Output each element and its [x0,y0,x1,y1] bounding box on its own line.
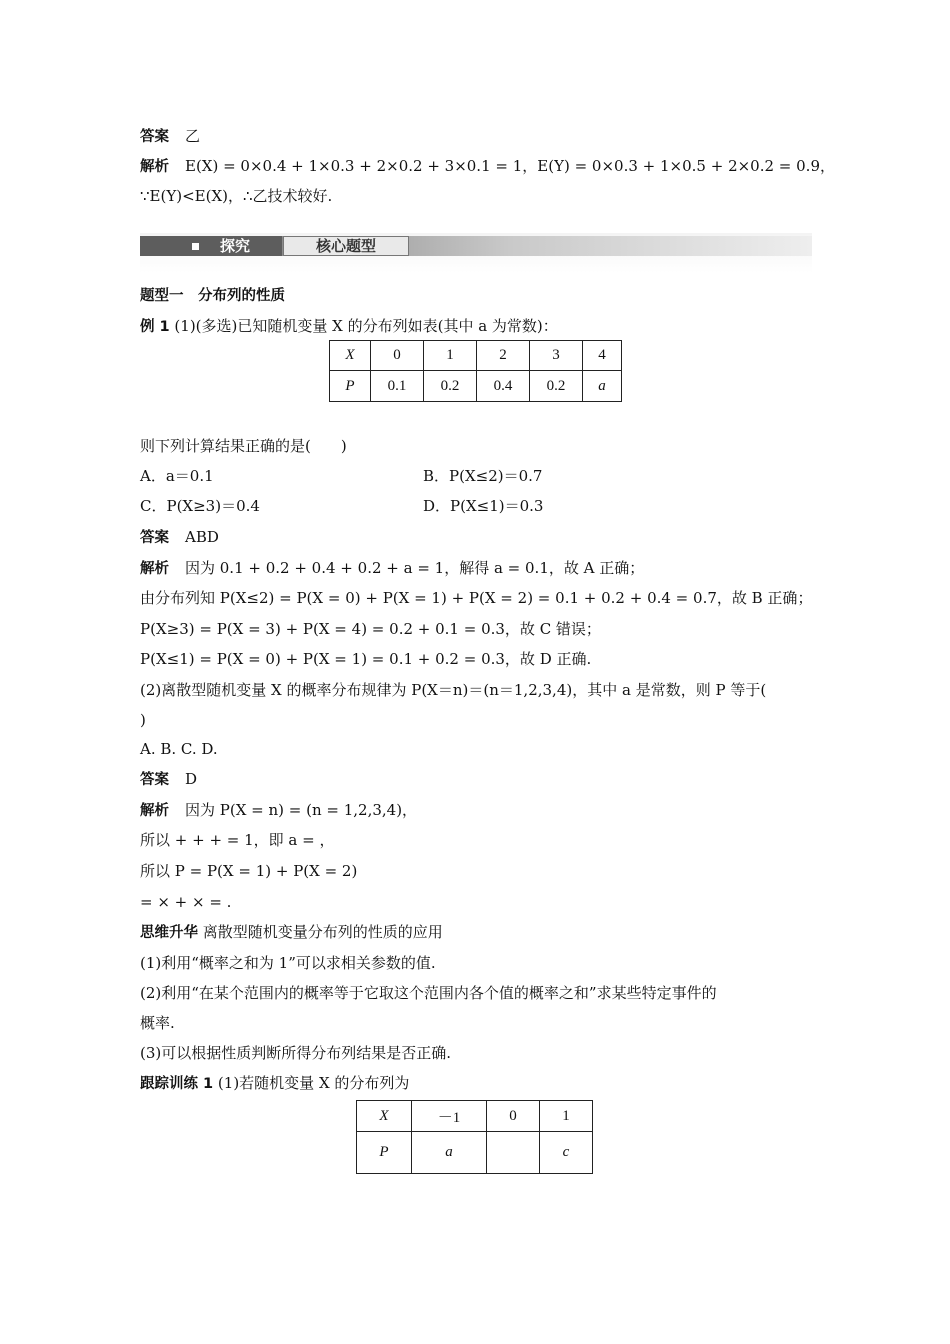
table-cell: 0.2 [530,371,583,402]
section-banner [140,233,812,273]
example1-analysis-line [140,558,812,579]
table-cell: P [330,371,371,402]
analysis-text: E(X) = 0×0.4 + 1×0.3 + 2×0.2 + 3×0.1 = 1，E(Y) = 0×0.3 + 1×0.5 + 2×0.2 = 0.9， [185,157,835,175]
summary-point-2-cont: 概率. [140,1014,175,1032]
example1-answer-line [140,527,812,548]
banner-tag-explore-text: 探究 [220,237,251,255]
table-cell: 2 [477,341,530,371]
analysis-text: 因为 0.1 + 0.2 + 0.4 + 0.2 + a = 1，解得 a = 0.1，故 A 正确； [185,559,645,577]
summary-point-2: (2)利用“在某个范围内的概率等于它取这个范围内各个值的概率之和”求某些特定事件的 [140,984,717,1002]
practice-statement [140,1073,812,1094]
example1-label: 例 1 [140,319,170,335]
table-cell: P [357,1132,412,1174]
table-cell: 1 [540,1101,593,1132]
example1-solution-2: 由分布列知 P(X≤2) = P(X = 0) + P(X = 1) + P(X = 2) = 0.1 + 0.2 + 0.4 = 0.7，故 B 正确； [140,589,813,607]
table-cell: X [330,341,371,371]
table-cell: 1 [424,341,477,371]
table-cell: 0.4 [477,371,530,402]
banner-tag-core: 核心题型 [283,236,409,256]
option-a: A．a＝0.1 [140,467,214,485]
option-d: D．P(X≤1)＝0.3 [423,497,544,515]
table-row [330,371,622,402]
answer-value: ABD [185,528,219,546]
table-row [357,1132,593,1174]
table-cell: 0 [487,1101,540,1132]
example1-solution-4: P(X≤1) = P(X = 0) + P(X = 1) = 0.1 + 0.2 = 0.3，故 D 正确. [140,650,592,668]
example1-part2-statement: (2)离散型随机变量 X 的概率分布规律为 P(X＝n)＝(n＝1,2,3,4)，其中 a 是常数，则 P 等于( [140,681,767,699]
example1-options-row-1 [140,466,812,486]
answer-value: D [185,770,198,788]
example1-part2-answer-line [140,769,812,790]
example1-statement [140,316,812,337]
example1-solution-3: P(X≥3) = P(X = 3) + P(X = 4) = 0.2 + 0.1 = 0.3，故 C 错误； [140,620,601,638]
example1-part2-solution-4: = × + × = . [140,893,232,911]
example1-text: (1)(多选)已知随机变量 X 的分布列如表(其中 a 为常数)： [174,317,558,335]
summary-heading [140,922,812,943]
table-cell: X [357,1101,412,1132]
example1-part2-solution-2: 所以 + + + = 1，即 a = ， [140,831,335,849]
table-cell: 0.2 [424,371,477,402]
answer-value: 乙 [185,127,201,145]
table-cell: c [540,1132,593,1174]
analysis-text: 因为 P(X = n) = (n = 1,2,3,4)， [185,801,418,819]
practice-label: 跟踪训练 1 [140,1076,214,1092]
analysis-label: 解析 [140,561,169,577]
type1-title: 题型一 分布列的性质 [140,288,285,304]
option-b: B．P(X≤2)＝0.7 [423,467,543,485]
summary-title: 离散型随机变量分布列的性质的应用 [202,923,443,941]
table-cell [487,1132,540,1174]
option-c: C．P(X≥3)＝0.4 [140,497,260,515]
table-cell: 0.1 [371,371,424,402]
example1-part2-statement-end: ) [140,711,146,729]
table-cell: 4 [583,341,622,371]
practice-text: (1)若随机变量 X 的分布列为 [217,1074,410,1092]
answer-label: 答案 [140,772,169,788]
table-cell: －1 [412,1101,487,1132]
intro-analysis-line-2: ∵E(Y)<E(X)，∴乙技术较好. [140,187,333,205]
table-row [357,1101,593,1132]
table-cell: a [583,371,622,402]
table-cell: 0 [371,341,424,371]
example1-distribution-table [329,340,622,402]
practice-distribution-table [356,1100,593,1174]
example1-question: 则下列计算结果正确的是( ) [140,437,347,455]
summary-point-3: (3)可以根据性质判断所得分布列结果是否正确. [140,1044,452,1062]
banner-tag-explore [140,236,282,256]
intro-analysis-line [140,156,835,177]
square-bullet-icon [192,243,199,250]
summary-label: 思维升华 [140,925,198,941]
example1-part2-solution-3: 所以 P = P(X = 1) + P(X = 2) [140,862,358,880]
table-row [330,341,622,371]
summary-point-1: (1)利用“概率之和为 1”可以求相关参数的值. [140,954,436,972]
intro-answer-line [140,126,812,147]
example1-part2-analysis-line [140,800,812,821]
table-cell: a [412,1132,487,1174]
analysis-label: 解析 [140,803,169,819]
answer-label: 答案 [140,129,169,145]
analysis-label: 解析 [140,159,169,175]
answer-label: 答案 [140,530,169,546]
table-cell: 3 [530,341,583,371]
example1-part2-options: A. B. C. D. [140,740,218,758]
example1-options-row-2 [140,496,812,516]
